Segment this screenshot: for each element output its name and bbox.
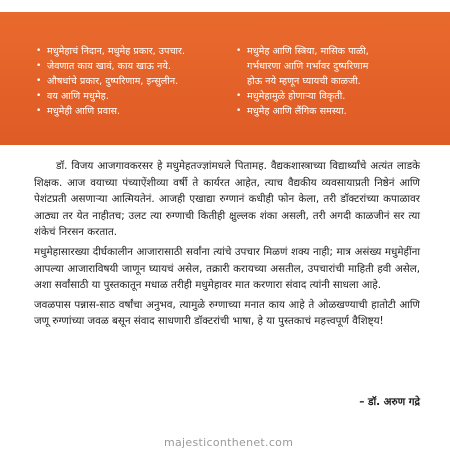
topic-text: जेवणात काय खावं, काय खाऊ नये.: [47, 61, 171, 72]
topics-left-column: [36, 44, 236, 119]
bullet-icon: •: [36, 46, 42, 56]
bullet-icon: •: [36, 76, 42, 86]
topic-text: मधुमेह आणि लैंगिक समस्या.: [247, 106, 347, 117]
topic-item: [36, 89, 236, 104]
topics-right-column: [236, 44, 436, 119]
topic-text: औषधांचे प्रकार, दुष्परिणाम, इन्सुलीन.: [47, 76, 179, 87]
topic-item: [36, 44, 236, 59]
blurb-paragraph: मधुमेहासारख्या दीर्घकालीन आजारासाठी सर्वांना त्यांचे उपचार मिळणं शक्य नाही; मात्र असंख्य मधुमेहींना आपल्या आजाराविषयी जाणून घ्यायचं असेल, तक्रारी करायच्या असतील, उपचारांची माहिती हवी असेल, अशा सर्वांसाठी या पुस्तकातून मधाळ तरीही मधुमेहावर मात करणारा संवाद त्यांनी साधला आहे.: [34, 245, 420, 292]
topic-text: मधुमेहामुळे होणाऱ्या विकृती.: [247, 91, 346, 102]
topic-item: [36, 104, 236, 119]
bullet-icon: •: [36, 91, 42, 101]
topic-text: मधुमेहाचं निदान, मधुमेह प्रकार, उपचार.: [47, 46, 186, 57]
topic-item: [236, 89, 436, 104]
topic-item: [36, 59, 236, 74]
blurb-paragraph: डॉ. विजय आजगावकरसर हे मधुमेहतज्ज्ञांमधले पितामह. वैद्यकशास्त्राच्या विद्यार्थ्यांचे अत्यंत लाडके शिक्षक. आज वयाच्या पंच्याऐंशीव्या वर्षी ते कार्यरत आहेत, त्याच वैद्यकीय व्यवसायाप्रती निष्ठेनं आणि पेशंटप्रती असणाऱ्या आत्मियतेनं. आजही एखाद्या रुग्णानं कधीही फोन केला, तरी डॉक्टरांच्या कपाळावर आठ्या तर येत नाहीतच; उलट त्या रुग्णाची कितीही क्षुल्लक शंका असली, तरी अगदी काळजीनं सर त्या शंकेचं निरसन करतात.: [34, 160, 420, 239]
author-signature: – डॉ. अरुण गद्रे: [359, 396, 420, 408]
topic-item: [36, 74, 236, 89]
bullet-icon: •: [236, 91, 242, 101]
watermark: majesticonthenet.com: [164, 436, 294, 449]
bullet-icon: •: [36, 61, 42, 71]
topic-item: [236, 44, 436, 89]
bullet-icon: •: [36, 106, 42, 116]
topic-item: [236, 104, 436, 119]
top-border: [0, 0, 450, 12]
topic-text: वय आणि मधुमेह.: [47, 91, 109, 102]
topic-text: होऊ नये म्हणून घ्यायची काळजी.: [247, 76, 361, 87]
topic-text: गर्भधारणा आणि गर्भावर दुष्परिणाम: [247, 61, 369, 72]
blurb-paragraph: जवळपास पन्नास-साठ वर्षांचा अनुभव, त्यामुळे रुग्णाच्या मनात काय आहे ते ओळखण्याची हातोटी आणि जणू रुग्णांच्या जवळ बसून संवाद साधणारी डॉक्टरांची भाषा, हे या पुस्तकाचं महत्त्वपूर्ण वैशिष्ट्य!: [34, 298, 420, 328]
topic-text: मधुमेह आणि स्त्रिया, मासिक पाळी,: [247, 46, 369, 57]
bullet-icon: •: [236, 46, 242, 56]
topics-list: [36, 44, 436, 134]
bullet-icon: •: [236, 106, 242, 116]
topic-text: मधुमेही आणि प्रवास.: [47, 106, 121, 117]
blurb-text: [34, 158, 420, 330]
